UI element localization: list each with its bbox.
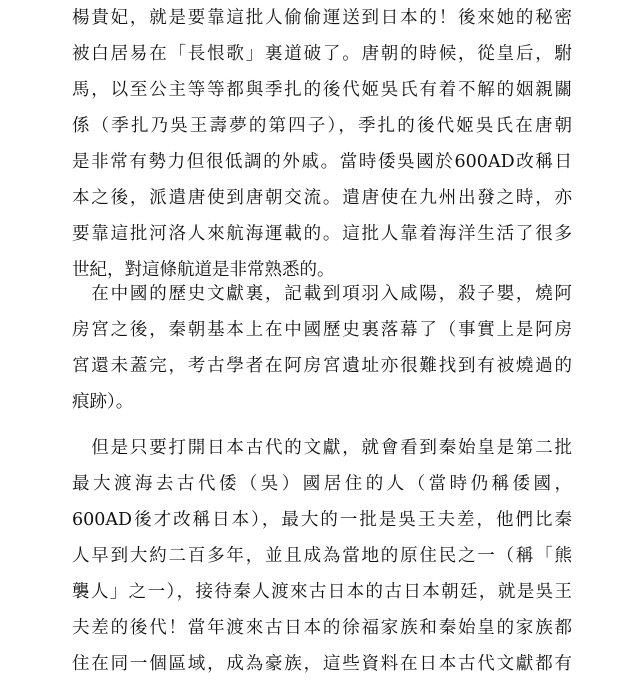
text-line: 但是只要打開日本古代的文獻，就會看到秦始皇是第二批 — [72, 438, 572, 458]
text-line: 宮還未蓋完，考古學者在阿房宮遺址亦很難找到有被燒過的 — [72, 356, 572, 376]
text-line: 是非常有勢力但很低調的外戚。當時倭吳國於600AD改稱日 — [72, 152, 572, 172]
text-line: 襲人」之一），接待秦人渡來古日本的古日本朝廷，就是吳王 — [72, 582, 572, 602]
text-line: 被白居易在「長恨歌」裏道破了。唐朝的時候，從皇后，駙 — [72, 44, 572, 64]
text-line: 住在同一個區域，成為豪族，這些資料在日本古代文獻都有 — [72, 654, 572, 674]
paragraph-qin-dynasty — [72, 276, 572, 420]
text-line: 最大渡海去古代倭（吳）國居住的人（當時仍稱倭國， — [72, 474, 572, 494]
paragraph-yang-guifei — [72, 0, 572, 288]
paragraph-japanese-records — [72, 430, 572, 682]
text-line: 本之後，派遣唐使到唐朝交流。遣唐使在九州出發之時，亦 — [72, 188, 572, 208]
text-line: 楊貴妃，就是要靠這批人偷偷運送到日本的！後來她的秘密 — [72, 8, 572, 28]
text-line: 夫差的後代！當年渡來古日本的徐福家族和秦始皇的家族都 — [72, 618, 572, 638]
text-line: 600AD後才改稱日本），最大的一批是吳王夫差，他們比秦 — [72, 510, 572, 530]
text-line: 痕跡）。 — [72, 392, 134, 412]
text-line: 在中國的歷史文獻裏，記載到項羽入咸陽，殺子嬰，燒阿 — [72, 284, 572, 304]
text-line: 房宮之後，秦朝基本上在中國歷史裏落幕了（事實上是阿房 — [72, 320, 572, 340]
text-line: 係（季扎乃吳王壽夢的第四子），季扎的後代姬吳氏在唐朝 — [72, 116, 572, 136]
text-line: 馬，以至公主等等都與季扎的後代姬吳氏有着不解的姻親關 — [72, 80, 572, 100]
text-line: 人早到大約二百多年，並且成為當地的原住民之一（稱「熊 — [72, 546, 572, 566]
text-line: 要靠這批河洛人來航海運載的。這批人靠着海洋生活了很多 — [72, 224, 572, 244]
text-line: 世紀，對這條航道是非常熟悉的。 — [72, 260, 335, 280]
